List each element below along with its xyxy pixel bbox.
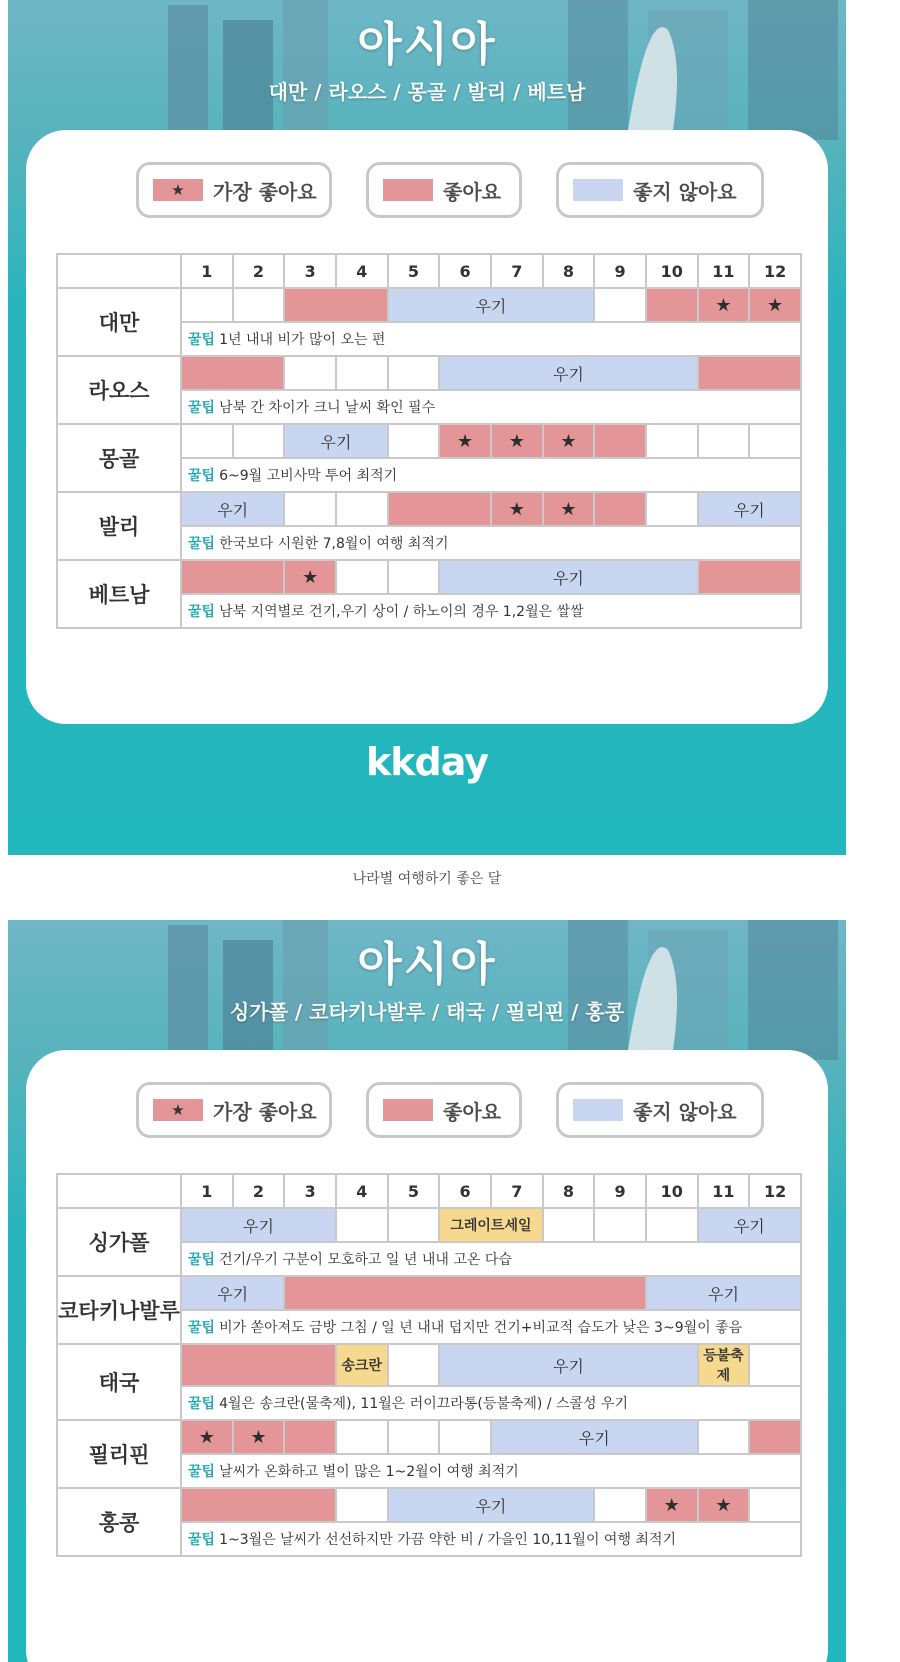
- month-cell: [698, 356, 801, 390]
- legend-best-label: 가장 좋아요: [213, 179, 317, 204]
- star-cell: [646, 1488, 698, 1522]
- country-months-row: [57, 492, 801, 526]
- month-cell: [336, 1208, 388, 1242]
- tip-cell: [181, 1242, 801, 1276]
- month-cell: [284, 288, 387, 322]
- cell-label: 우기: [217, 1284, 249, 1304]
- cell-label: 우기: [320, 432, 352, 452]
- star-cell: [543, 492, 595, 526]
- month-cell: [181, 288, 233, 322]
- tip-cell: [181, 390, 801, 424]
- country-months-row: [57, 356, 801, 390]
- month-cell: [181, 1208, 336, 1242]
- legend-best-label: 가장 좋아요: [213, 1099, 317, 1124]
- month-header: 2: [233, 1174, 285, 1208]
- star-cell: [181, 1420, 233, 1454]
- tip-key: 꿀팁: [188, 400, 216, 416]
- legend-bad: [556, 162, 764, 218]
- cell-label: 등불축제: [703, 1348, 744, 1384]
- tip-key: 꿀팁: [188, 468, 216, 484]
- country-months-row: [57, 1344, 801, 1386]
- month-cell: [594, 1488, 646, 1522]
- country-name: 몽골: [57, 424, 181, 492]
- country-name: 태국: [57, 1344, 181, 1420]
- month-cell: [439, 356, 697, 390]
- month-cell: [388, 1420, 440, 1454]
- tip-text: 비가 쏟아져도 금방 그침 / 일 년 내내 덥지만 건기+비교적 습도가 낮은 3~9월이 좋음: [219, 1320, 743, 1336]
- cell-label: 우기: [733, 500, 765, 520]
- month-cell: [594, 1208, 646, 1242]
- legend-good: [366, 162, 522, 218]
- tip-text: 남북 간 차이가 크니 날씨 확인 필수: [219, 400, 436, 416]
- country-name: 홍콩: [57, 1488, 181, 1556]
- tip-key: 꿀팁: [188, 1252, 216, 1268]
- legend-bad: [556, 1082, 764, 1138]
- tip-key: 꿀팁: [188, 536, 216, 552]
- month-cell: [698, 424, 750, 458]
- header-corner: [57, 254, 181, 288]
- month-header: 4: [336, 1174, 388, 1208]
- month-header: 1: [181, 1174, 233, 1208]
- month-cell: [594, 424, 646, 458]
- month-cell: [646, 1208, 698, 1242]
- month-cell: [388, 424, 440, 458]
- month-cell: [336, 1488, 388, 1522]
- tip-text: 남북 지역별로 건기,우기 상이 / 하노이의 경우 1,2월은 쌀쌀: [219, 604, 584, 620]
- month-cell: [181, 1276, 284, 1310]
- month-cell: [181, 492, 284, 526]
- festival-cell: [336, 1344, 388, 1386]
- calendar-card: [26, 130, 828, 724]
- festival-cell: [439, 1208, 542, 1242]
- month-cell: [284, 1420, 336, 1454]
- calendar-card: [26, 1050, 828, 1662]
- cell-label: 우기: [552, 364, 584, 384]
- month-cell: [646, 288, 698, 322]
- month-header: 4: [336, 254, 388, 288]
- tip-key: 꿀팁: [188, 1532, 216, 1548]
- poster-subtitle: 대만 / 라오스 / 몽골 / 발리 / 베트남: [268, 80, 586, 104]
- tip-cell: [181, 1522, 801, 1556]
- legend-good-label: 좋아요: [443, 179, 501, 204]
- month-header: 3: [284, 254, 336, 288]
- month-cell: [439, 560, 697, 594]
- good-swatch: [383, 1099, 433, 1121]
- month-cell: [543, 1208, 595, 1242]
- bad-swatch: [573, 179, 623, 201]
- cell-label: 우기: [475, 1496, 507, 1516]
- country-months-row: [57, 560, 801, 594]
- month-cell: [181, 424, 233, 458]
- month-cell: [646, 492, 698, 526]
- legend-good-label: 좋아요: [443, 1099, 501, 1124]
- legend-best: [136, 162, 332, 218]
- legend-bad-label: 좋지 않아요: [633, 1099, 737, 1124]
- poster-1: [8, 0, 846, 855]
- cell-label: 우기: [733, 1216, 765, 1236]
- tip-cell: [181, 458, 801, 492]
- month-header: 9: [594, 254, 646, 288]
- star-icon: ★: [715, 1494, 732, 1516]
- country-name: 필리핀: [57, 1420, 181, 1488]
- tip-text: 날씨가 온화하고 별이 많은 1~2월이 여행 최적기: [219, 1464, 519, 1480]
- month-cell: [284, 424, 387, 458]
- star-icon: ★: [767, 294, 784, 316]
- month-cell: [698, 492, 801, 526]
- star-cell: [491, 424, 543, 458]
- country-name: 발리: [57, 492, 181, 560]
- month-header-row: [57, 254, 801, 288]
- star-icon: ★: [457, 430, 474, 452]
- month-cell: [388, 1208, 440, 1242]
- poster-title: 아시아: [357, 17, 497, 71]
- tip-cell: [181, 322, 801, 356]
- cell-label: 우기: [552, 568, 584, 588]
- month-cell: [698, 560, 801, 594]
- tip-cell: [181, 1386, 801, 1420]
- star-cell: [698, 1488, 750, 1522]
- month-header: 2: [233, 254, 285, 288]
- cell-label: 우기: [475, 296, 507, 316]
- month-header: 12: [749, 1174, 801, 1208]
- month-header: 8: [543, 254, 595, 288]
- festival-cell: [698, 1344, 750, 1386]
- month-cell: [181, 560, 284, 594]
- star-icon: ★: [153, 179, 203, 201]
- month-header: 11: [698, 1174, 750, 1208]
- month-header: 7: [491, 1174, 543, 1208]
- month-cell: [388, 356, 440, 390]
- star-icon: ★: [715, 294, 732, 316]
- month-cell: [439, 1420, 491, 1454]
- country-months-row: [57, 424, 801, 458]
- star-cell: [439, 424, 491, 458]
- country-name: 베트남: [57, 560, 181, 628]
- image-caption: 나라별 여행하기 좋은 달: [352, 871, 502, 887]
- country-months-row: [57, 1276, 801, 1310]
- star-cell: [491, 492, 543, 526]
- month-header: 10: [646, 254, 698, 288]
- cell-label: 우기: [578, 1428, 610, 1448]
- legend-bad-label: 좋지 않아요: [633, 179, 737, 204]
- month-cell: [749, 424, 801, 458]
- tip-text: 1년 내내 비가 많이 오는 편: [219, 332, 386, 348]
- tip-key: 꿀팁: [188, 1396, 216, 1412]
- cell-label: 송크란: [341, 1358, 383, 1374]
- month-header: 10: [646, 1174, 698, 1208]
- month-cell: [181, 356, 284, 390]
- month-cell: [749, 1420, 801, 1454]
- kkday-logo: kkday: [366, 740, 488, 784]
- tip-text: 1~3월은 날씨가 선선하지만 가끔 약한 비 / 가을인 10,11월이 여행 최적기: [219, 1532, 677, 1548]
- country-months-row: [57, 1208, 801, 1242]
- month-cell: [749, 1344, 801, 1386]
- month-cell: [439, 1344, 697, 1386]
- tip-text: 건기/우기 구분이 모호하고 일 년 내내 고온 다습: [219, 1252, 512, 1268]
- star-cell: [284, 560, 336, 594]
- legend-good: [366, 1082, 522, 1138]
- tip-text: 한국보다 시원한 7,8월이 여행 최적기: [219, 536, 449, 552]
- star-cell: [233, 1420, 285, 1454]
- month-cell: [646, 424, 698, 458]
- month-cell: [388, 1488, 595, 1522]
- tip-key: 꿀팁: [188, 1464, 216, 1480]
- country-months-row: [57, 1488, 801, 1522]
- poster-subtitle: 싱가폴 / 코타키나발루 / 태국 / 필리핀 / 홍콩: [229, 1000, 625, 1024]
- month-cell: [646, 1276, 801, 1310]
- star-icon: ★: [560, 430, 577, 452]
- month-cell: [698, 1208, 801, 1242]
- tip-key: 꿀팁: [188, 1320, 216, 1336]
- month-cell: [233, 288, 285, 322]
- month-cell: [388, 1344, 440, 1386]
- month-cell: [749, 1488, 801, 1522]
- star-icon: ★: [508, 430, 525, 452]
- tip-cell: [181, 1454, 801, 1488]
- month-cell: [284, 356, 336, 390]
- travel-calendar-table: [56, 1173, 802, 1557]
- poster-title: 아시아: [357, 937, 497, 991]
- month-cell: [491, 1420, 698, 1454]
- star-cell: [543, 424, 595, 458]
- star-icon: ★: [302, 566, 319, 588]
- month-cell: [284, 492, 336, 526]
- country-months-row: [57, 1420, 801, 1454]
- star-icon: ★: [198, 1426, 215, 1448]
- month-header: 5: [388, 254, 440, 288]
- month-header: 5: [388, 1174, 440, 1208]
- header-corner: [57, 1174, 181, 1208]
- month-cell: [284, 1276, 646, 1310]
- month-cell: [388, 560, 440, 594]
- month-header: 12: [749, 254, 801, 288]
- star-icon: ★: [560, 498, 577, 520]
- month-cell: [336, 560, 388, 594]
- month-cell: [181, 1344, 336, 1386]
- cell-label: 우기: [707, 1284, 739, 1304]
- month-cell: [594, 492, 646, 526]
- month-cell: [336, 356, 388, 390]
- tip-text: 6~9월 고비사막 투어 최적기: [219, 468, 398, 484]
- country-name: 싱가폴: [57, 1208, 181, 1276]
- month-header: 7: [491, 254, 543, 288]
- country-name: 라오스: [57, 356, 181, 424]
- tip-key: 꿀팁: [188, 604, 216, 620]
- month-cell: [698, 1420, 750, 1454]
- month-header: 8: [543, 1174, 595, 1208]
- month-header: 1: [181, 254, 233, 288]
- tip-cell: [181, 526, 801, 560]
- month-cell: [336, 1420, 388, 1454]
- month-header: 6: [439, 254, 491, 288]
- month-cell: [388, 492, 491, 526]
- month-cell: [181, 1488, 336, 1522]
- month-header: 3: [284, 1174, 336, 1208]
- star-cell: [698, 288, 750, 322]
- country-months-row: [57, 288, 801, 322]
- month-cell: [388, 288, 595, 322]
- tip-text: 4월은 송크란(물축제), 11월은 러이끄라통(등불축제) / 스콜성 우기: [219, 1396, 629, 1412]
- star-icon: ★: [508, 498, 525, 520]
- cell-label: 우기: [217, 500, 249, 520]
- star-icon: ★: [153, 1099, 203, 1121]
- star-cell: [749, 288, 801, 322]
- good-swatch: [383, 179, 433, 201]
- month-cell: [594, 288, 646, 322]
- cell-label: 우기: [552, 1356, 584, 1376]
- cell-label: 우기: [243, 1216, 274, 1236]
- cell-label: 그레이트세일: [450, 1218, 532, 1234]
- poster-2: [8, 920, 846, 1662]
- legend-best: [136, 1082, 332, 1138]
- tip-cell: [181, 594, 801, 628]
- month-header-row: [57, 1174, 801, 1208]
- bad-swatch: [573, 1099, 623, 1121]
- star-icon: ★: [663, 1494, 680, 1516]
- travel-calendar-table: [56, 253, 802, 629]
- month-header: 11: [698, 254, 750, 288]
- country-name: 대만: [57, 288, 181, 356]
- month-cell: [336, 492, 388, 526]
- country-name: 코타키나발루: [57, 1276, 181, 1344]
- tip-key: 꿀팁: [188, 332, 216, 348]
- tip-cell: [181, 1310, 801, 1344]
- month-header: 9: [594, 1174, 646, 1208]
- month-cell: [233, 424, 285, 458]
- month-header: 6: [439, 1174, 491, 1208]
- star-icon: ★: [250, 1426, 267, 1448]
